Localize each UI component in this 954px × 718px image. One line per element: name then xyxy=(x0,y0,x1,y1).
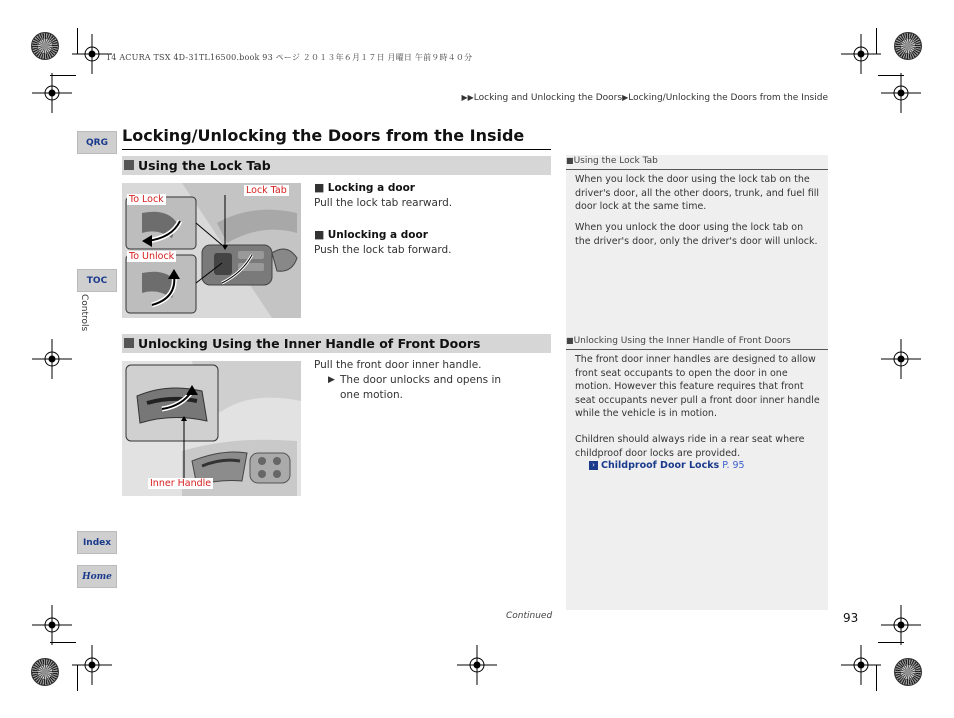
unlocking-heading: Unlocking a door xyxy=(327,229,428,241)
crop-mark xyxy=(876,665,877,691)
section-header-lock-tab xyxy=(122,156,551,175)
to-unlock-label: To Unlock xyxy=(129,251,175,262)
crop-mark xyxy=(77,665,78,691)
lock-instructions xyxy=(314,180,554,258)
locking-text: Pull the lock tab rearward. xyxy=(314,197,453,209)
sidebar-note-inner-handle-2: Children should always ride in a rear seat where childproof door locks are provided. xyxy=(575,434,805,459)
section-title-inner-handle: Unlocking Using the Inner Handle of Front Doors xyxy=(138,336,481,351)
section-side-label: Controls xyxy=(79,294,89,332)
registration-dial-bottom-left xyxy=(31,658,59,686)
inner-handle-label: Inner Handle xyxy=(150,478,212,489)
breadcrumb-arrows: ▶▶ xyxy=(461,93,474,102)
home-button[interactable]: Home xyxy=(77,565,117,588)
title-divider xyxy=(122,149,551,150)
crosshair-mark xyxy=(457,645,497,685)
inner-handle-figure xyxy=(122,361,301,496)
toc-button[interactable]: TOC xyxy=(77,269,117,292)
crosshair-mark xyxy=(841,34,881,74)
crop-mark xyxy=(50,642,76,643)
breadcrumb-current: Locking/Unlocking the Doors from the Inside xyxy=(628,93,828,103)
section-header-inner-handle xyxy=(122,334,551,353)
registration-dial-top-left xyxy=(31,32,59,60)
link-arrow-icon: › xyxy=(589,461,598,470)
bullet-square-icon: ■ xyxy=(314,228,325,241)
lock-tab-label: Lock Tab xyxy=(246,185,287,196)
crop-mark xyxy=(50,75,76,76)
crosshair-mark xyxy=(32,605,72,645)
crosshair-mark xyxy=(32,339,72,379)
registration-dial-top-right xyxy=(894,32,922,60)
inner-handle-illustration xyxy=(122,361,301,496)
crosshair-mark xyxy=(881,339,921,379)
continued-label: Continued xyxy=(506,611,553,621)
sidebar-rule xyxy=(566,349,828,350)
qrg-button[interactable]: QRG xyxy=(77,131,117,154)
crop-mark xyxy=(878,642,904,643)
inner-handle-text: Pull the front door inner handle. xyxy=(314,359,482,371)
crosshair-mark xyxy=(881,605,921,645)
unlocking-text: Push the lock tab forward. xyxy=(314,244,452,256)
sidebar-heading-text: Using the Lock Tab xyxy=(573,156,658,166)
sidebar-rule xyxy=(566,169,828,170)
crosshair-mark xyxy=(881,73,921,113)
section-title-lock-tab: Using the Lock Tab xyxy=(138,158,271,173)
childproof-locks-link[interactable] xyxy=(589,460,745,471)
breadcrumb-separator: ▶ xyxy=(622,93,629,102)
crosshair-mark xyxy=(72,645,112,685)
print-header: 14 ACURA TSX 4D-31TL16500.book 93 ページ ２０１３年６月１７日 月曜日 午前９時４０分 xyxy=(106,53,473,62)
crop-mark xyxy=(876,28,877,54)
link-text[interactable]: Childproof Door Locks xyxy=(601,460,720,471)
section-square-icon xyxy=(124,338,134,348)
bullet-square-icon: ■ xyxy=(314,181,325,194)
locking-heading: Locking a door xyxy=(327,182,415,194)
breadcrumb-link-locking[interactable]: Locking and Unlocking the Doors xyxy=(473,93,623,103)
crosshair-mark xyxy=(841,645,881,685)
link-page[interactable]: P. 95 xyxy=(722,460,745,471)
inner-handle-result: The door unlocks and opens in one motion. xyxy=(340,374,502,401)
page-title: Locking/Unlocking the Doors from the Inside xyxy=(122,126,525,145)
registration-dial-bottom-right xyxy=(894,658,922,686)
crop-mark xyxy=(878,75,904,76)
result-arrow-icon: ▶ xyxy=(328,375,335,385)
crop-mark xyxy=(77,28,78,54)
sidebar-heading-text: Unlocking Using the Inner Handle of Front Doors xyxy=(573,336,791,346)
note-icon: ■ xyxy=(566,156,574,165)
crosshair-mark xyxy=(32,73,72,113)
to-lock-label: To Lock xyxy=(129,194,164,205)
sidebar-note-lock-tab-2: When you unlock the door using the lock tab on the driver's door, only the driver's door will unlock. xyxy=(575,222,818,247)
page-number: 93 xyxy=(843,611,859,625)
sidebar-note-inner-handle-1: The front door inner handles are designed to allow front seat occupants to open the door in one motion. However this feature requires that front seat occupants never pull a front door inner handle while the vehicle is in motion. xyxy=(575,354,820,419)
section-square-icon xyxy=(124,160,134,170)
breadcrumb xyxy=(461,93,828,103)
index-button[interactable]: Index xyxy=(77,531,117,554)
note-icon: ■ xyxy=(566,336,574,345)
lock-tab-figure xyxy=(122,183,301,318)
inner-handle-instructions xyxy=(314,358,554,403)
sidebar-note-lock-tab-1: When you lock the door using the lock tab on the driver's door, all the other doors, trunk, and fuel fill door lock at the same time. xyxy=(575,174,819,212)
